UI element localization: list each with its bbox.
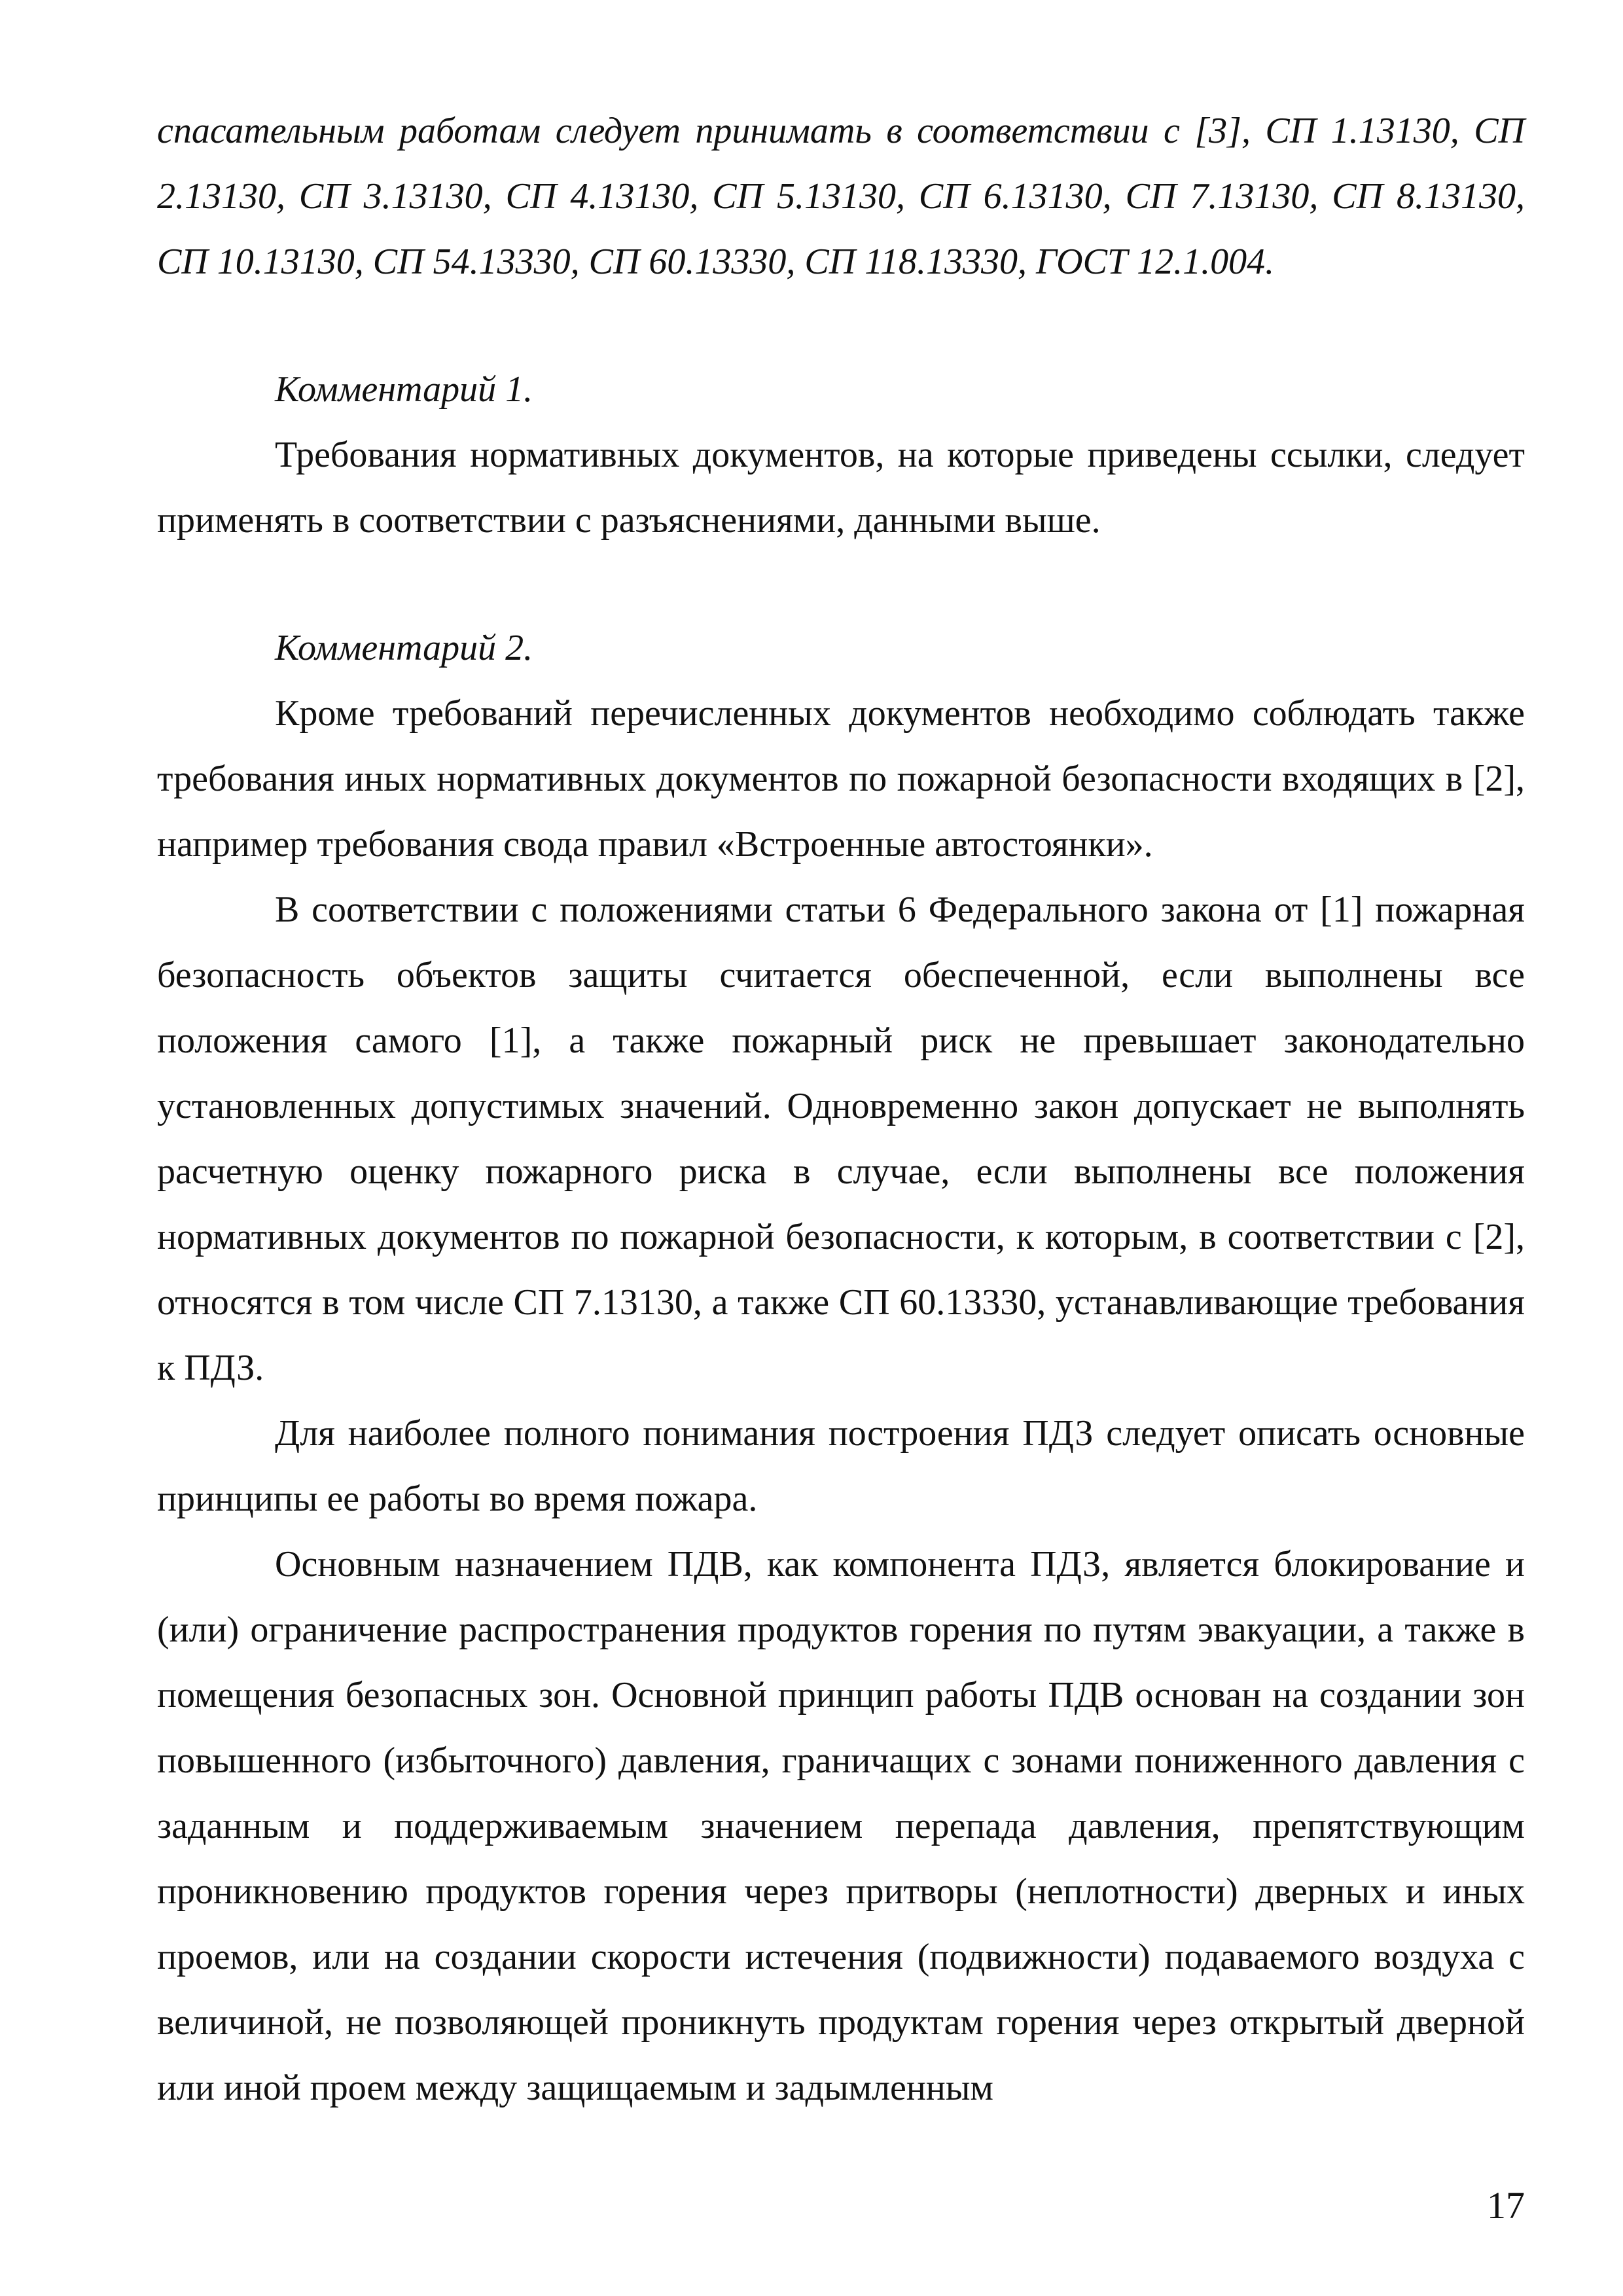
intro-italic-paragraph: спасательным работам следует принимать в соответствии с [3], СП 1.13130, СП 2.13130, СП 3.13130, СП 4.13130, СП 5.13130, СП 6.13130, СП 7.13130, СП 8.13130, СП 10.13130, СП 54.13330, СП 60.13330, СП 118.13330, ГОСТ 12.1.004. <box>157 111 1525 282</box>
body-paragraph-3: Для наиболее полного понимания построения ПДЗ следует описать основные принципы ее работы во время пожара. <box>157 1413 1525 1519</box>
comment-1-heading: Комментарий 1. <box>275 369 533 410</box>
spacer <box>157 553 1525 615</box>
body-paragraph-4: Основным назначением ПДВ, как компонента ПДЗ, является блокирование и (или) ограничение распространения продуктов горения по путям эвакуации, а также в помещения безопасных зон. Основной принцип работы ПДВ основан на создании зон повышенного (избыточного) давления, граничащих с зонами пониженного давления с заданным и поддерживаемым значением перепада давления, препятствующим проникновению продуктов горения через притворы (неплотности) дверных и иных проемов, или на создании скорости истечения (подвижности) подаваемого воздуха с величиной, не позволяющей проникнуть продуктам горения через открытый дверной или иной проем между защищаемым и задымленным <box>157 1544 1525 2108</box>
spacer <box>157 295 1525 357</box>
comment-2-heading: Комментарий 2. <box>275 628 533 668</box>
document-page <box>157 98 1525 2121</box>
body-paragraph-1: Кроме требований перечисленных документов необходимо соблюдать также требования иных нормативных документов по пожарной безопасности входящих в [2], например требования свода правил «Встроенные автостоянки». <box>157 693 1525 865</box>
body-paragraph-2: В соответствии с положениями статьи 6 Федерального закона от [1] пожарная безопасность объектов защиты считается обеспеченной, если выполнены все положения самого [1], а также пожарный риск не превышает законодательно установленных допустимых значений. Одновременно закон допускает не выполнять расчетную оценку пожарного риска в случае, если выполнены все положения нормативных документов по пожарной безопасности, к которым, в соответствии с [2], относятся в том числе СП 7.13130, а также СП 60.13330, устанавливающие требования к ПДЗ. <box>157 889 1525 1388</box>
page-number: 17 <box>1487 2184 1525 2227</box>
comment-1-text: Требования нормативных документов, на которые приведены ссылки, следует применять в соответствии с разъяснениями, данными выше. <box>157 435 1525 541</box>
